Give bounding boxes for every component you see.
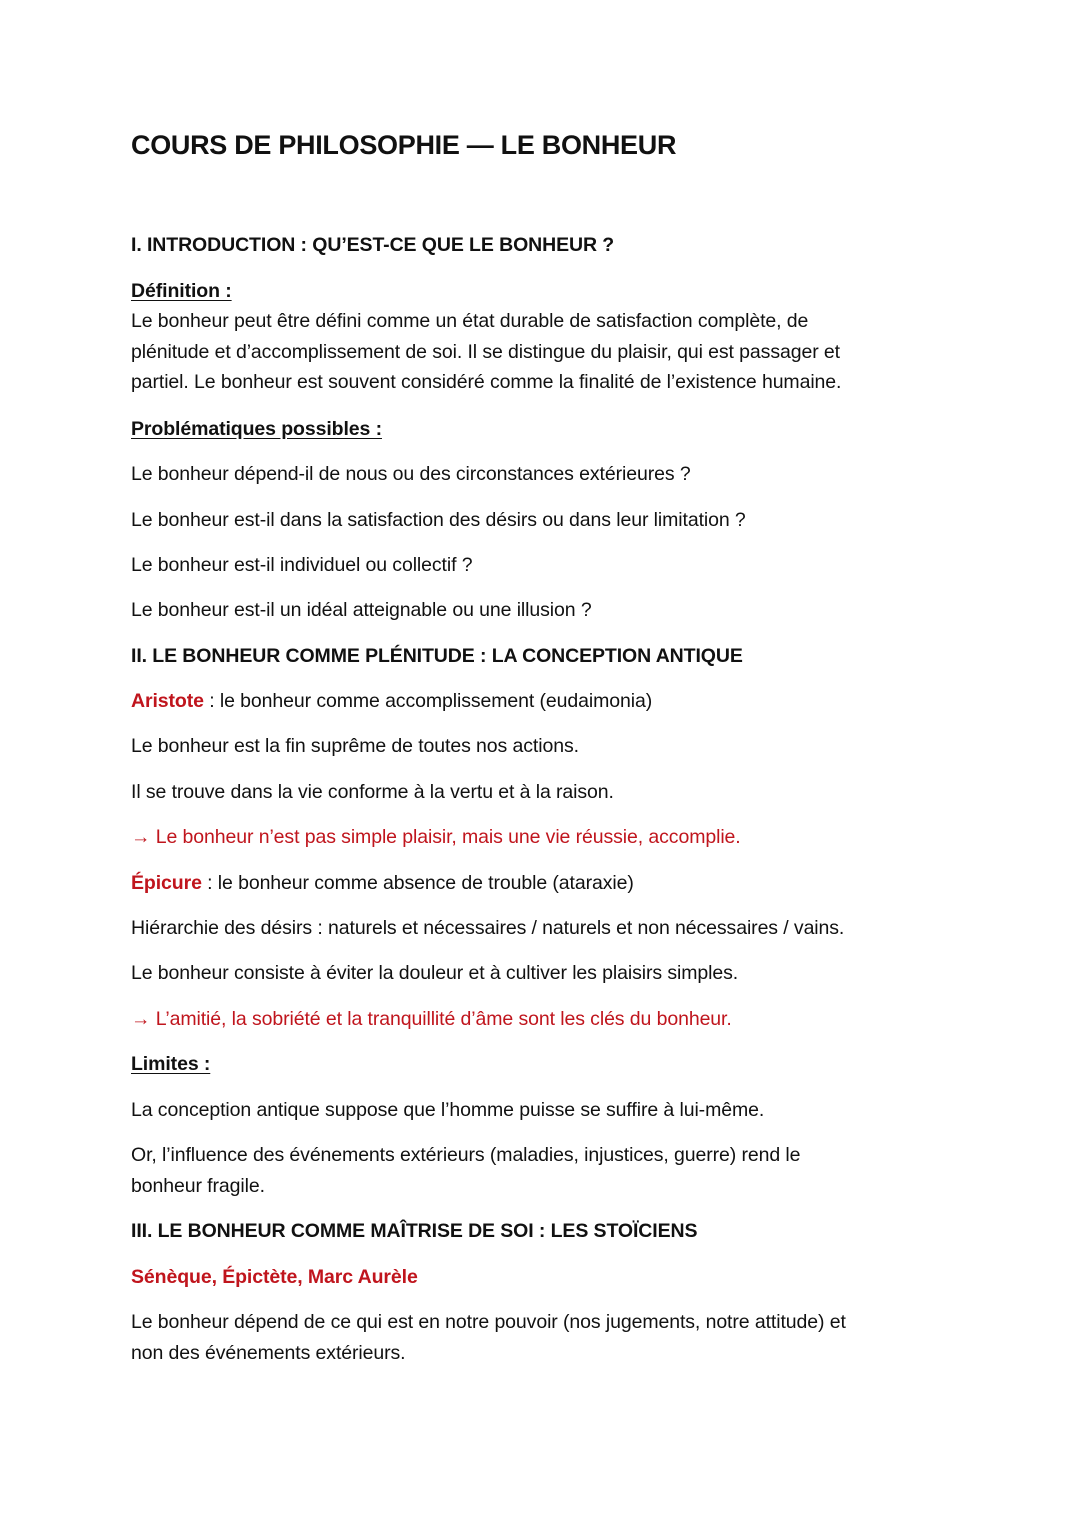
epicure-conclusion: → L’amitié, la sobriété et la tranquillité d’âme sont les clés du bonheur. (131, 1008, 732, 1030)
page-title: COURS DE PHILOSOPHIE — LE BONHEUR (131, 130, 677, 160)
definition-line: plénitude et d’accomplissement de soi. Il se distingue du plaisir, qui est passager et (131, 341, 840, 363)
aristote-point: Le bonheur est la fin suprême de toutes nos actions. (131, 735, 579, 757)
stoic-line: Le bonheur dépend de ce qui est en notre pouvoir (nos jugements, notre attitude) et (131, 1311, 846, 1333)
stoic-line: non des événements extérieurs. (131, 1342, 406, 1364)
philosopher-name: Épicure (131, 872, 202, 894)
problematiques-label: Problématiques possibles : (131, 418, 382, 440)
definition-line: Le bonheur peut être défini comme un état durable de satisfaction complète, de (131, 310, 809, 332)
section-3-heading: III. LE BONHEUR COMME MAÎTRISE DE SOI : LES STOÏCIENS (131, 1220, 698, 1242)
problematique-item: Le bonheur est-il un idéal atteignable ou une illusion ? (131, 599, 592, 621)
epicure-line (131, 868, 634, 898)
limites-line: La conception antique suppose que l’homme puisse se suffire à lui-même. (131, 1099, 765, 1121)
aristote-point: Il se trouve dans la vie conforme à la vertu et à la raison. (131, 781, 614, 803)
epicure-point: Le bonheur consiste à éviter la douleur et à cultiver les plaisirs simples. (131, 962, 739, 984)
problematique-item: Le bonheur est-il individuel ou collectif ? (131, 554, 473, 576)
stoic-authors: Sénèque, Épictète, Marc Aurèle (131, 1266, 418, 1288)
problematique-item: Le bonheur dépend-il de nous ou des circonstances extérieures ? (131, 463, 691, 485)
limites-line: bonheur fragile. (131, 1175, 265, 1197)
philosopher-desc: : le bonheur comme accomplissement (eudaimonia) (203, 690, 653, 712)
epicure-point: Hiérarchie des désirs : naturels et nécessaires / naturels et non nécessaires / vains. (131, 917, 845, 939)
section-2-heading: II. LE BONHEUR COMME PLÉNITUDE : LA CONCEPTION ANTIQUE (131, 645, 743, 667)
definition-line: partiel. Le bonheur est souvent considéré comme la finalité de l’existence humaine. (131, 371, 842, 393)
definition-label: Définition : (131, 280, 232, 302)
limites-label: Limites : (131, 1053, 211, 1075)
limites-line: Or, l’influence des événements extérieurs (maladies, injustices, guerre) rend le (131, 1144, 801, 1166)
aristote-conclusion: → Le bonheur n’est pas simple plaisir, mais une vie réussie, accomplie. (131, 826, 741, 848)
aristote-line (131, 686, 652, 716)
problematique-item: Le bonheur est-il dans la satisfaction des désirs ou dans leur limitation ? (131, 509, 746, 531)
section-1-heading: I. INTRODUCTION : QU’EST-CE QUE LE BONHEUR ? (131, 234, 615, 256)
philosopher-name: Aristote (131, 690, 204, 712)
philosopher-desc: : le bonheur comme absence de trouble (ataraxie) (201, 872, 634, 894)
